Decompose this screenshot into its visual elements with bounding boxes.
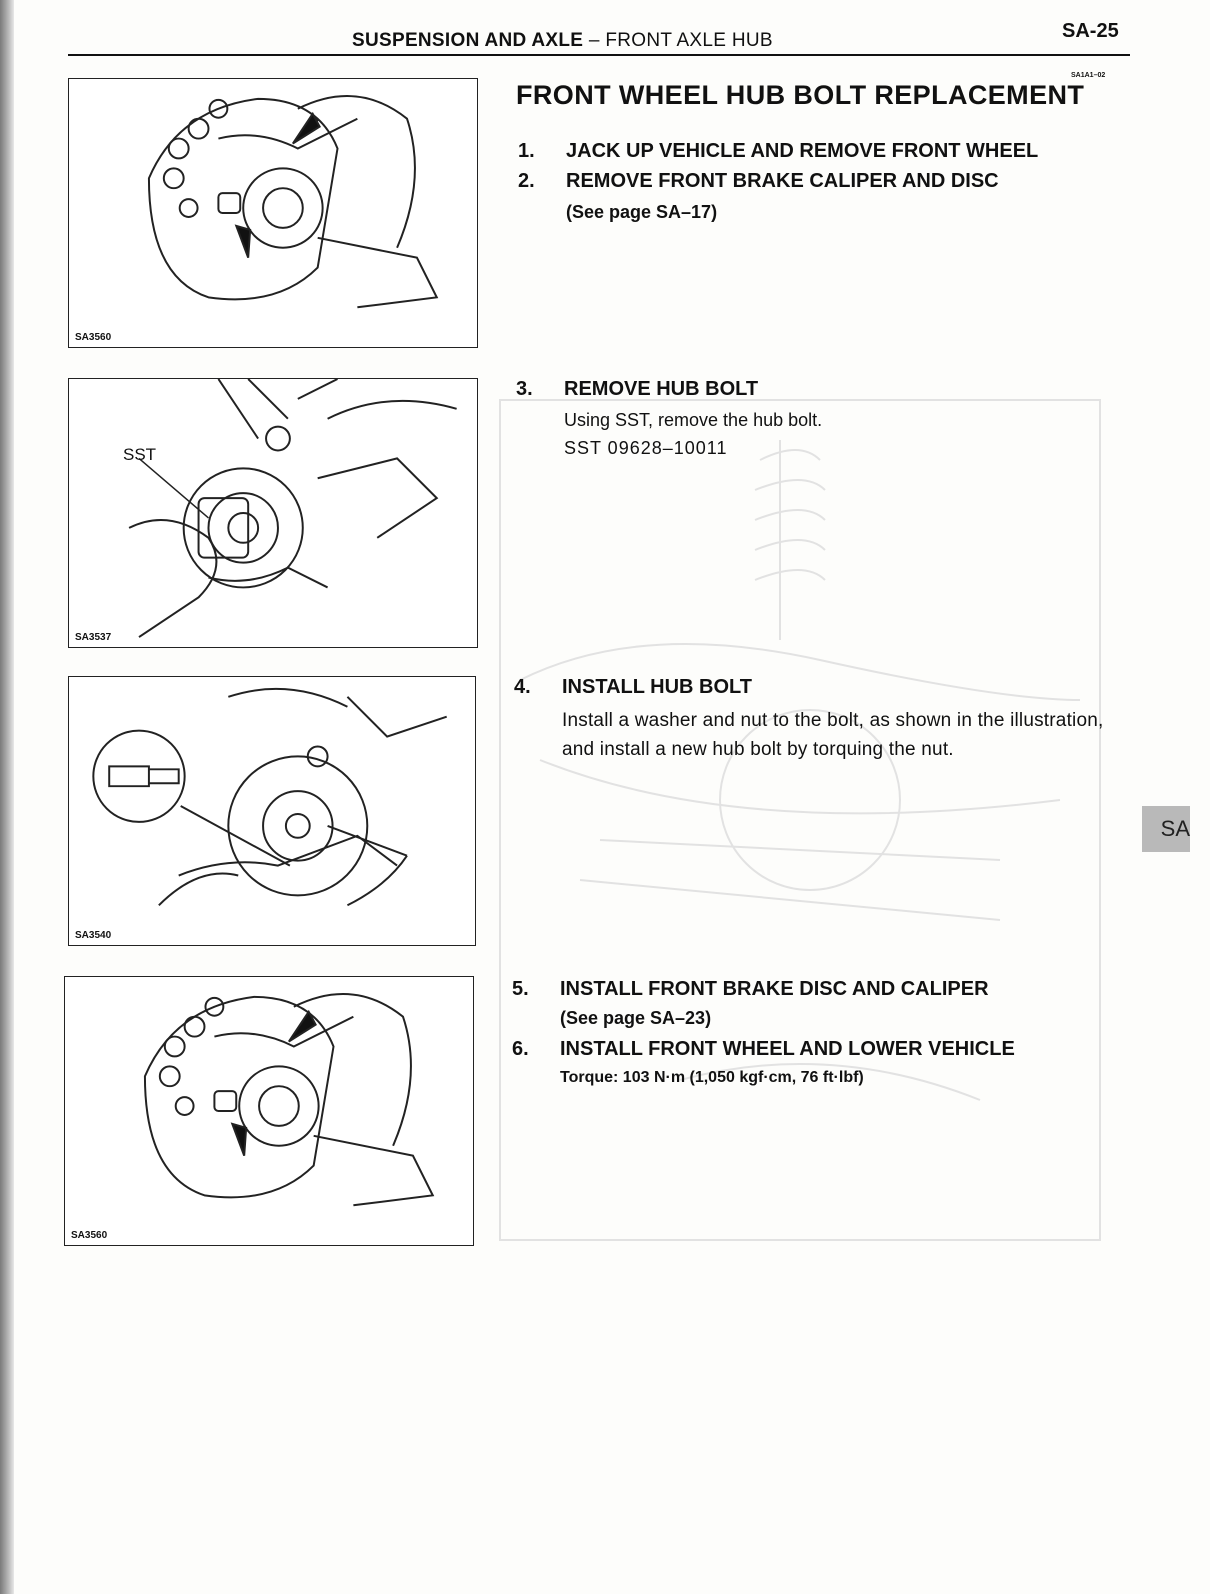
page-number: SA-25 <box>1062 20 1119 42</box>
step-number: 4. <box>514 676 531 698</box>
page-header-title <box>352 30 773 52</box>
figure-hub-bolt-removal <box>68 378 478 648</box>
torque-spec: Torque: 103 N·m (1,050 kgf·cm, 76 ft·lbf) <box>560 1069 864 1086</box>
step-number: 1. <box>518 140 535 162</box>
section-side-tab: SA <box>1142 806 1190 852</box>
header-section: SUSPENSION AND AXLE <box>352 30 584 51</box>
header-divider <box>68 54 1130 56</box>
section-code: SA1A1–02 <box>1071 72 1106 79</box>
figure-caliper-install <box>64 976 474 1246</box>
step-title: INSTALL FRONT BRAKE DISC AND CALIPER <box>560 978 989 1000</box>
caliper-illustration <box>69 79 477 347</box>
step-title: REMOVE HUB BOLT <box>564 378 759 400</box>
step-3-instruction: Using SST, remove the hub bolt. <box>564 410 823 430</box>
step-4-instruction: Install a washer and nut to the bolt, as shown in the illustration, and install a new hub bolt by torquing the nut. <box>562 710 1104 760</box>
section-title: FRONT WHEEL HUB BOLT REPLACEMENT <box>516 80 1085 110</box>
step-2-reference: (See page SA–17) <box>566 202 718 222</box>
step-number: 6. <box>512 1038 529 1060</box>
bleed-through-diagram <box>480 380 1120 1250</box>
figure-id: SA3560 <box>71 1230 108 1241</box>
step-title: JACK UP VEHICLE AND REMOVE FRONT WHEEL <box>566 140 1039 162</box>
step-3-tool: SST 09628–10011 <box>564 438 728 458</box>
figure-hub-bolt-install <box>68 676 476 946</box>
hub-bolt-illustration <box>69 677 475 945</box>
step-number: 3. <box>516 378 533 400</box>
header-subsection: FRONT AXLE HUB <box>605 30 773 51</box>
step-title: INSTALL HUB BOLT <box>562 676 752 698</box>
figure-caliper-removal <box>68 78 478 348</box>
step-number: 2. <box>518 170 535 192</box>
step-title: REMOVE FRONT BRAKE CALIPER AND DISC <box>566 170 999 192</box>
figure-id: SA3537 <box>75 632 112 643</box>
sst-callout-label: SST <box>123 445 157 464</box>
figure-id: SA3560 <box>75 332 112 343</box>
page-binding-edge <box>0 0 14 1594</box>
step-number: 5. <box>512 978 529 1000</box>
caliper-illustration <box>65 977 473 1245</box>
step-title: INSTALL FRONT WHEEL AND LOWER VEHICLE <box>560 1038 1015 1060</box>
header-separator: – <box>588 30 600 51</box>
step-5-reference: (See page SA–23) <box>560 1008 712 1028</box>
figure-id: SA3540 <box>75 930 112 941</box>
sst-illustration <box>69 379 477 647</box>
